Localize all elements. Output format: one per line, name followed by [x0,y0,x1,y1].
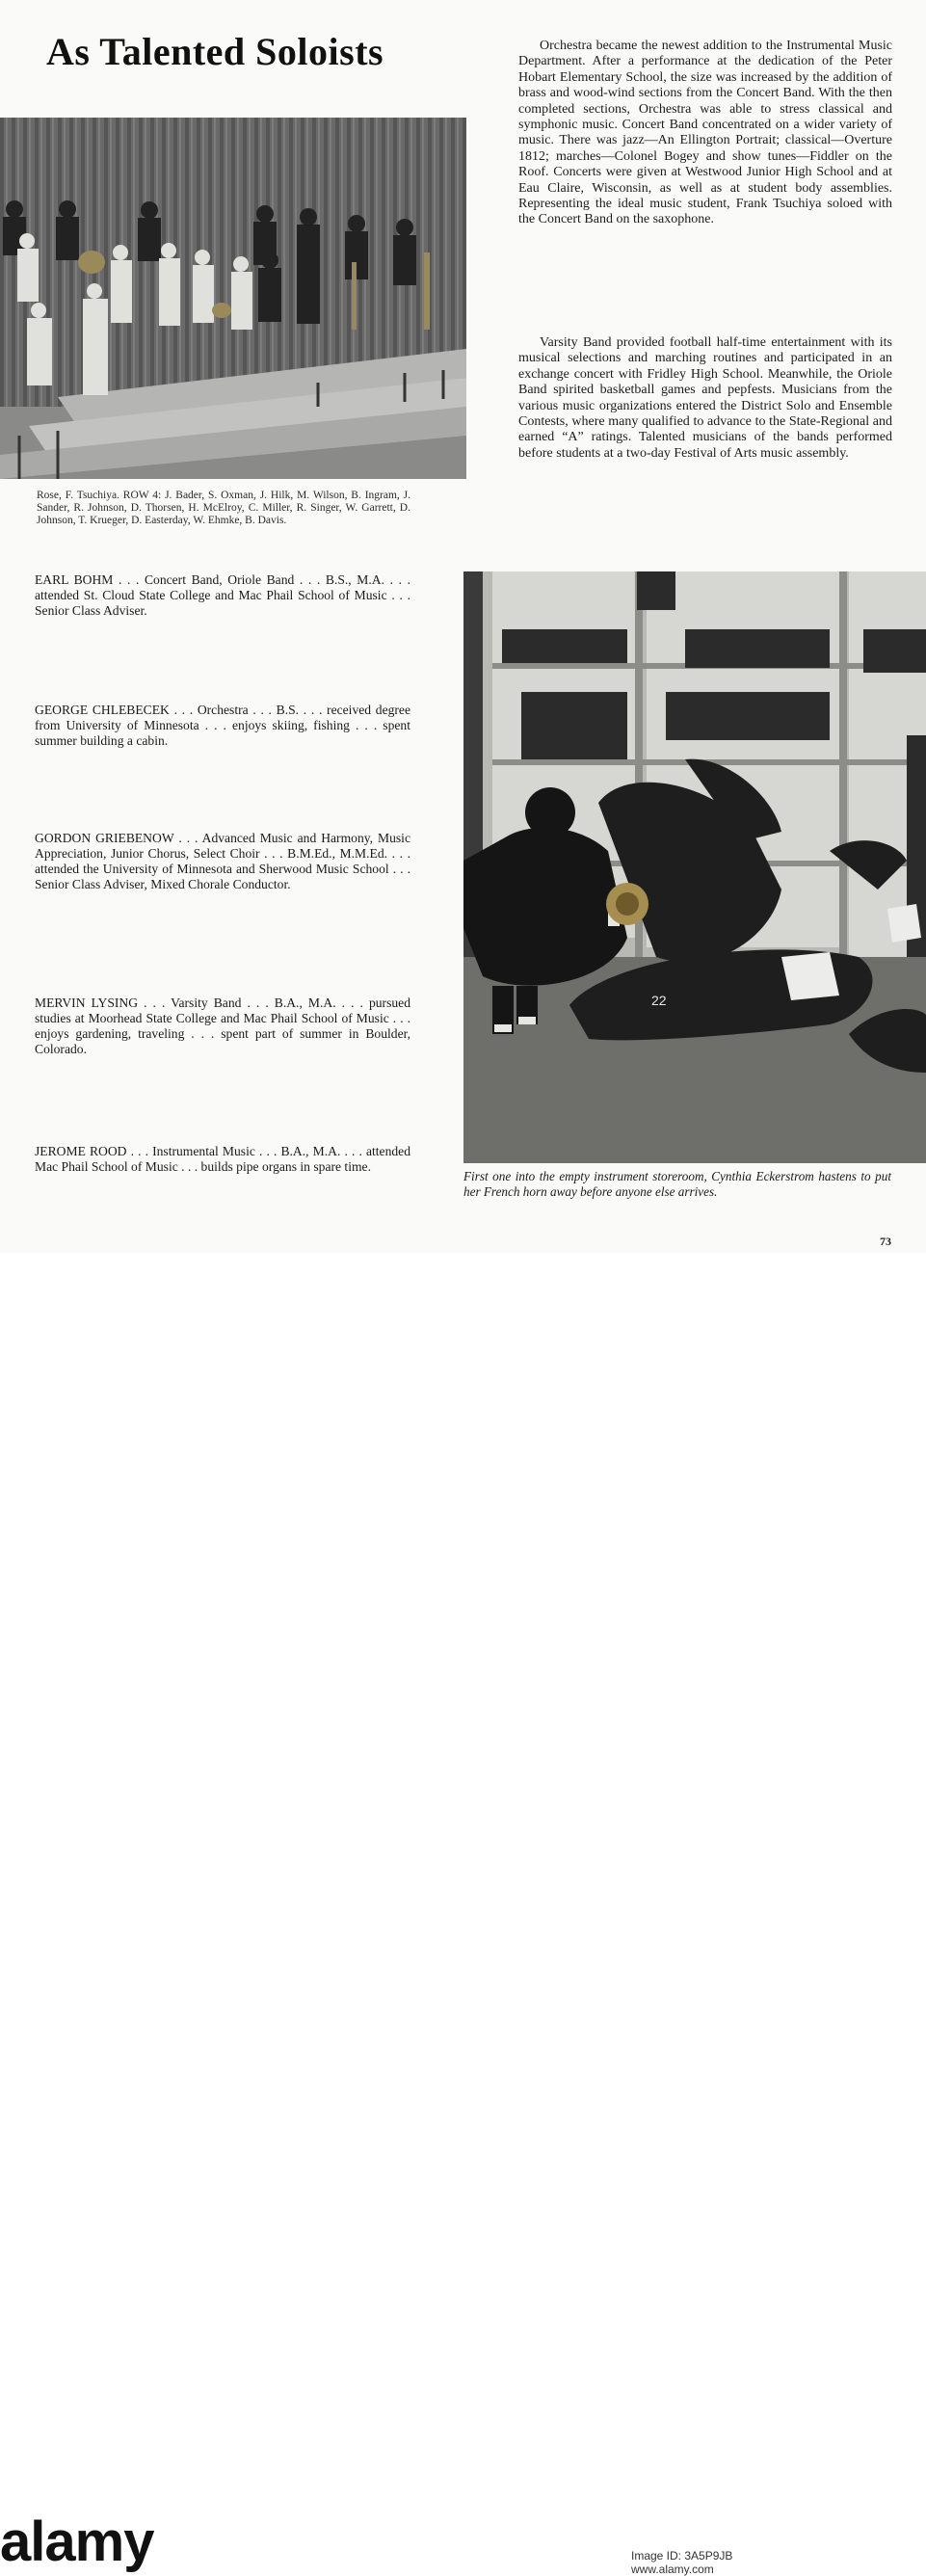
watermark-bar [0,1253,926,2576]
main-text-paragraph-1 [518,39,892,228]
band-photo-illustration [0,118,466,479]
faculty-bio: GORDON GRIEBENOW . . . Advanced Music and Harmony, Music Appreciation, Junior Chorus, Select Choir . . . B.M.Ed., M.M.Ed. . . . attended the University of Minnesota and Sherwood Music School . . . Senior Class Adviser, Mixed Chorale Conductor. [35,831,410,891]
storeroom-photo [463,571,926,1163]
image-url-text: www.alamy.com [631,2563,714,2576]
faculty-bio: EARL BOHM . . . Concert Band, Oriole Band . . . B.S., M.A. . . . attended St. Cloud State College and Mac Phail School of Music . . . Senior Class Adviser. [35,572,410,618]
image-id-label [631,2549,920,2576]
band-group-photo [0,118,466,479]
faculty-bio: JEROME ROOD . . . Instrumental Music . . . B.A., M.A. . . . attended Mac Phail School of Music . . . builds pipe organs in spare time. [35,1144,410,1174]
main-text-paragraph-2 [518,335,892,462]
faculty-bio: MERVIN LYSING . . . Varsity Band . . . B.A., M.A. . . . pursued studies at Moorhead State College and Mac Phail School of Music . . . enjoys gardening, traveling . . . spent part of summer in Boulder, Colorado. [35,996,410,1056]
alamy-logo [0,2514,578,2572]
paragraph-orchestra: Orchestra became the newest addition to the Instrumental Music Department. After a performance at the dedication of the Peter Hobart Elementary School, the size was increased by the addition of brass and wood-wind sections from the Concert Band. With the then completed sections, Orchestra was able to stress classical and symphonic music. Concert Band concentrated on a wider variety of music. There was jazz—An Ellington Portrait; classical—Overture 1812; marches—Colonel Bogey and show tunes—Fiddler on the Roof. Concerts were given at Westwood Junior High School and at Eau Claire, Wisconsin, as well as at student body assemblies. Representing the ideal music student, Frank Tsuchiya soloed with the Concert Band on the saxophone. [518,39,892,227]
page-number: 73 [880,1235,891,1248]
faculty-bio: GEORGE CHLEBECEK . . . Orchestra . . . B.S. . . . received degree from University of Minnesota . . . enjoys skiing, fishing . . . spent summer building a cabin. [35,703,410,748]
storeroom-photo-illustration [463,571,926,1163]
case-number-label: 22 [651,993,667,1008]
alamy-brand-text: alamy [0,2514,154,2572]
image-id-text: Image ID: 3A5P9JB [631,2549,733,2563]
yearbook-page [0,0,926,1253]
page-title: As Talented Soloists [46,30,384,73]
alamy-logo-wordmark [0,2514,578,2572]
paragraph-varsity-band: Varsity Band provided football half-time entertainment with its musical selections and marching routines and participated in an exchange concert with Fridley High School. Meanwhile, the Oriole Band spirited basketball games and pepfests. Musicians from the various music organizations entered the District Solo and Ensemble Contests, where many qualified to advance to the State-Regional and earned “A” ratings. Talented musicians of the bands performed before students at a two-day Festival of Arts music assembly. [518,335,892,461]
band-photo-caption: Rose, F. Tsuchiya. ROW 4: J. Bader, S. Oxman, J. Hilk, M. Wilson, B. Ingram, J. Sander, R. Johnson, D. Thorsen, H. McElroy, C. Miller, R. Singer, W. Garrett, D. Johnson, T. Krueger, D. Easterday, W. Ehmke, B. Davis. [37,490,410,527]
storeroom-photo-caption: First one into the empty instrument storeroom, Cynthia Eckerstrom hastens to put her French horn away before anyone else arrives. [463,1169,891,1199]
